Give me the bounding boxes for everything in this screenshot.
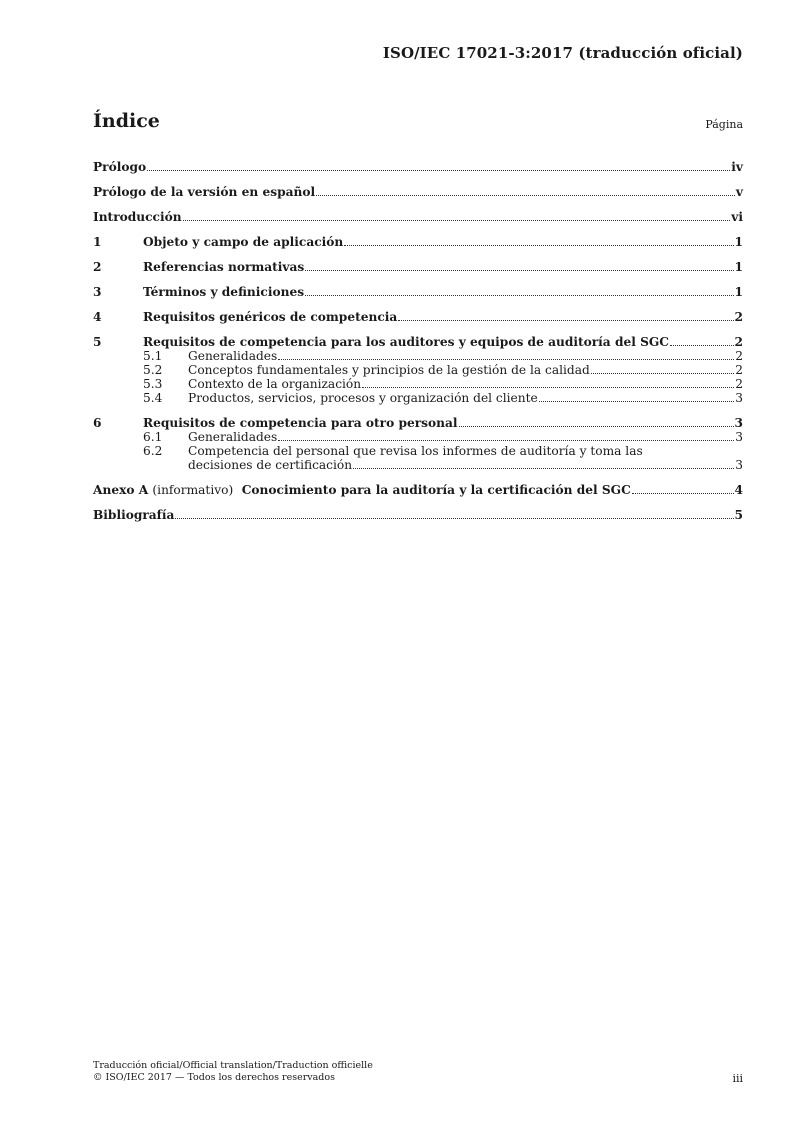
toc-number: 6 bbox=[93, 416, 102, 430]
footer-copyright: © ISO/IEC 2017 — Todos los derechos reservados bbox=[93, 1072, 335, 1083]
leader-dots bbox=[670, 345, 734, 346]
leader-dots bbox=[183, 220, 731, 221]
toc-page: 2 bbox=[735, 377, 743, 391]
page-column-label: Página bbox=[705, 118, 743, 131]
toc-entry-section-4[interactable] bbox=[93, 310, 743, 324]
leader-dots bbox=[632, 493, 734, 494]
leader-dots bbox=[398, 320, 733, 321]
toc-page: iv bbox=[731, 160, 743, 174]
toc-page: 5 bbox=[734, 508, 743, 522]
toc-label: Competencia del personal que revisa los informes de auditoría y toma las bbox=[188, 444, 643, 458]
toc-label: Objeto y campo de aplicación bbox=[143, 235, 344, 249]
toc-label: Términos y definiciones bbox=[143, 285, 305, 299]
toc-number: 3 bbox=[93, 285, 102, 299]
toc-entry-section-5[interactable] bbox=[93, 335, 743, 349]
toc-number: 5.1 bbox=[143, 349, 163, 363]
annex-prefix: Anexo A bbox=[93, 483, 149, 497]
leader-dots bbox=[147, 170, 730, 171]
toc-entry-bibliografia[interactable] bbox=[93, 508, 743, 522]
toc-page: 4 bbox=[734, 483, 743, 497]
leader-dots bbox=[459, 426, 734, 427]
toc-label: Introducción bbox=[93, 210, 182, 224]
toc-entry-section-5-2[interactable] bbox=[93, 363, 743, 377]
toc-number: 5.2 bbox=[143, 363, 163, 377]
toc-label: Requisitos genéricos de competencia bbox=[143, 310, 398, 324]
toc-label: Requisitos de competencia para los auditores y equipos de auditoría del SGC bbox=[143, 335, 669, 349]
toc-page: 3 bbox=[735, 391, 743, 405]
toc-page: v bbox=[735, 185, 743, 199]
toc-entry-section-5-3[interactable] bbox=[93, 377, 743, 391]
toc-entry-section-6-2-continued[interactable] bbox=[93, 458, 743, 472]
toc-label: Contexto de la organización bbox=[188, 377, 362, 391]
toc-page: 3 bbox=[735, 458, 743, 472]
toc-label: Requisitos de competencia para otro personal bbox=[143, 416, 458, 430]
toc-entry-section-5-1[interactable] bbox=[93, 349, 743, 363]
toc-label: Prólogo bbox=[93, 160, 147, 174]
page-number: iii bbox=[732, 1072, 743, 1085]
toc-number: 5.4 bbox=[143, 391, 163, 405]
toc-page: 1 bbox=[734, 285, 743, 299]
toc-label: Referencias normativas bbox=[143, 260, 305, 274]
toc-entry-section-1[interactable] bbox=[93, 235, 743, 249]
toc-number: 5.3 bbox=[143, 377, 163, 391]
toc-entry-section-6-2[interactable] bbox=[93, 444, 743, 458]
toc-page: 2 bbox=[735, 363, 743, 377]
toc-page: 3 bbox=[734, 416, 743, 430]
toc-number: 5 bbox=[93, 335, 102, 349]
toc-page: 2 bbox=[734, 335, 743, 349]
toc-label: Generalidades bbox=[188, 430, 278, 444]
toc-label: Prólogo de la versión en español bbox=[93, 185, 316, 199]
leader-dots bbox=[305, 270, 733, 271]
page-title: Índice bbox=[93, 110, 160, 132]
toc-label: Conocimiento para la auditoría y la certificación del SGC bbox=[241, 483, 631, 497]
leader-dots bbox=[591, 373, 734, 374]
toc-page: vi bbox=[731, 210, 743, 224]
toc-number: 6.2 bbox=[143, 444, 163, 458]
leader-dots bbox=[316, 195, 735, 196]
toc-number: 6.1 bbox=[143, 430, 163, 444]
toc-number: 4 bbox=[93, 310, 102, 324]
toc-label: Generalidades bbox=[188, 349, 278, 363]
toc-entry-prologo[interactable] bbox=[93, 160, 743, 174]
leader-dots bbox=[175, 518, 733, 519]
annex-qualifier: (informativo) bbox=[152, 483, 234, 497]
toc-page: 2 bbox=[735, 349, 743, 363]
toc-page: 1 bbox=[734, 235, 743, 249]
toc-entry-section-6-1[interactable] bbox=[93, 430, 743, 444]
table-of-contents bbox=[93, 160, 743, 522]
leader-dots bbox=[278, 440, 734, 441]
toc-page: 2 bbox=[734, 310, 743, 324]
leader-dots bbox=[362, 387, 734, 388]
toc-number: 1 bbox=[93, 235, 102, 249]
leader-dots bbox=[539, 401, 735, 402]
toc-number: 2 bbox=[93, 260, 102, 274]
toc-label: Bibliografía bbox=[93, 508, 175, 522]
toc-label: Productos, servicios, procesos y organización del cliente bbox=[188, 391, 538, 405]
leader-dots bbox=[353, 468, 734, 469]
toc-page: 1 bbox=[734, 260, 743, 274]
toc-page: 3 bbox=[735, 430, 743, 444]
toc-entry-section-6[interactable] bbox=[93, 416, 743, 430]
toc-label: decisiones de certificación bbox=[188, 458, 353, 472]
toc-label: Conceptos fundamentales y principios de la gestión de la calidad bbox=[188, 363, 590, 377]
toc-entry-section-2[interactable] bbox=[93, 260, 743, 274]
toc-entry-introduccion[interactable] bbox=[93, 210, 743, 224]
toc-entry-section-5-4[interactable] bbox=[93, 391, 743, 405]
footer bbox=[93, 1060, 373, 1084]
document-header: ISO/IEC 17021-3:2017 (traducción oficial) bbox=[382, 44, 743, 62]
leader-dots bbox=[278, 359, 734, 360]
toc-entry-prologo-es[interactable] bbox=[93, 185, 743, 199]
leader-dots bbox=[305, 295, 733, 296]
footer-translation-note: Traducción oficial/Official translation/Traduction officielle bbox=[93, 1060, 373, 1071]
toc-entry-annex-a[interactable] bbox=[93, 483, 743, 497]
toc-entry-section-3[interactable] bbox=[93, 285, 743, 299]
leader-dots bbox=[344, 245, 733, 246]
